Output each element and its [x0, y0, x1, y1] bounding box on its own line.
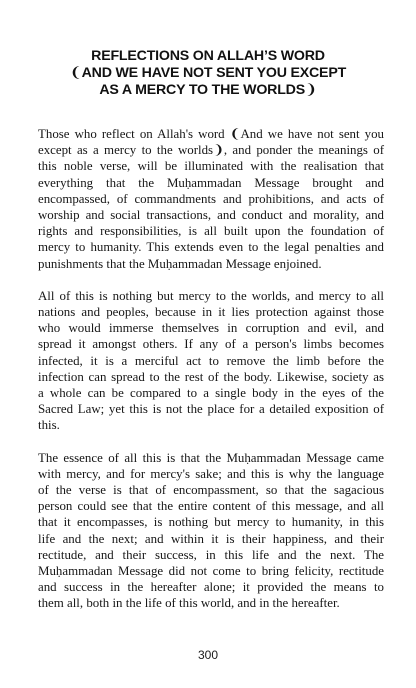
text-line: life and the next; and within it is their happiness, and their	[38, 531, 384, 546]
paragraph-1	[38, 126, 384, 272]
text-line: with mercy, and for mercy's sake; and this is why the language	[38, 466, 384, 481]
text-line: Sacred Law; yet this is not the place for a detailed exposition of	[38, 402, 384, 417]
text-line: who would immerse themselves in corruption and evil, and	[38, 321, 384, 336]
text-line: Muḥammadan Message did not come to bring felicity, rectitude	[38, 564, 384, 579]
text-line: nations and peoples, because in it lies protection against those	[38, 305, 384, 320]
text-line: a whole can be compared to a single body in the eyes of the	[38, 386, 384, 401]
text-line: infection can spread to the rest of the body. Likewise, society as	[38, 369, 384, 384]
text-line: everything that the Muḥammadan Message brought and	[38, 175, 384, 190]
text-line: rights and responsibilities, is all built upon the foundation of	[38, 224, 384, 239]
heading-line-3: AS A MERCY TO THE WORLDS❩	[99, 82, 317, 98]
text-line: that it encompasses, is nothing but mercy to humanity, in this	[38, 515, 384, 530]
paragraph-3	[38, 450, 384, 612]
text-line: this.	[38, 418, 60, 433]
text-line: Those who reflect on Allah's word ❨And we have not sent you	[38, 127, 384, 141]
text-line: mercy to humanity. This extends even to the legal penalties and	[38, 240, 384, 255]
heading-line-2: ❨AND WE HAVE NOT SENT YOU EXCEPT	[69, 65, 347, 81]
text-line: and success in the hereafter alone; it provided the means to	[38, 580, 384, 595]
text-line: The essence of all this is that the Muḥammadan Message came	[38, 450, 384, 465]
text-line: spread it amongst others. If any of a person's limbs becomes	[38, 337, 384, 352]
chapter-heading	[40, 48, 376, 99]
heading-line-1: REFLECTIONS ON ALLAH’S WORD	[91, 48, 325, 64]
text-line: them all, both in the life of this world, and in the hereafter.	[38, 596, 340, 611]
page-number: 300	[197, 648, 219, 662]
text-line: infected, it is a merciful act to remove the limb before the	[38, 353, 384, 368]
text-line: of the verse is that of encompassment, so that the sagacious	[38, 483, 384, 498]
text-line: punishments that the Muḥammadan Message enjoined.	[38, 256, 322, 271]
text-line: All of this is nothing but mercy to the worlds, and mercy to all	[38, 288, 384, 303]
paragraph-2	[38, 288, 384, 434]
text-line: this noble verse, will be illuminated with the realisation that	[38, 159, 384, 174]
text-line: rectitude, and their success, in this life and the next. The	[38, 547, 384, 562]
body-text	[38, 126, 384, 628]
text-line: except as a mercy to the worlds❩, and ponder the meanings of	[38, 143, 384, 158]
text-line: encompassed, of commandments and prohibitions, and acts of	[38, 191, 384, 206]
text-line: person could see that the entire content of this message, and all	[38, 499, 384, 514]
text-line: worship and social transactions, and conduct and morality, and	[38, 208, 384, 223]
